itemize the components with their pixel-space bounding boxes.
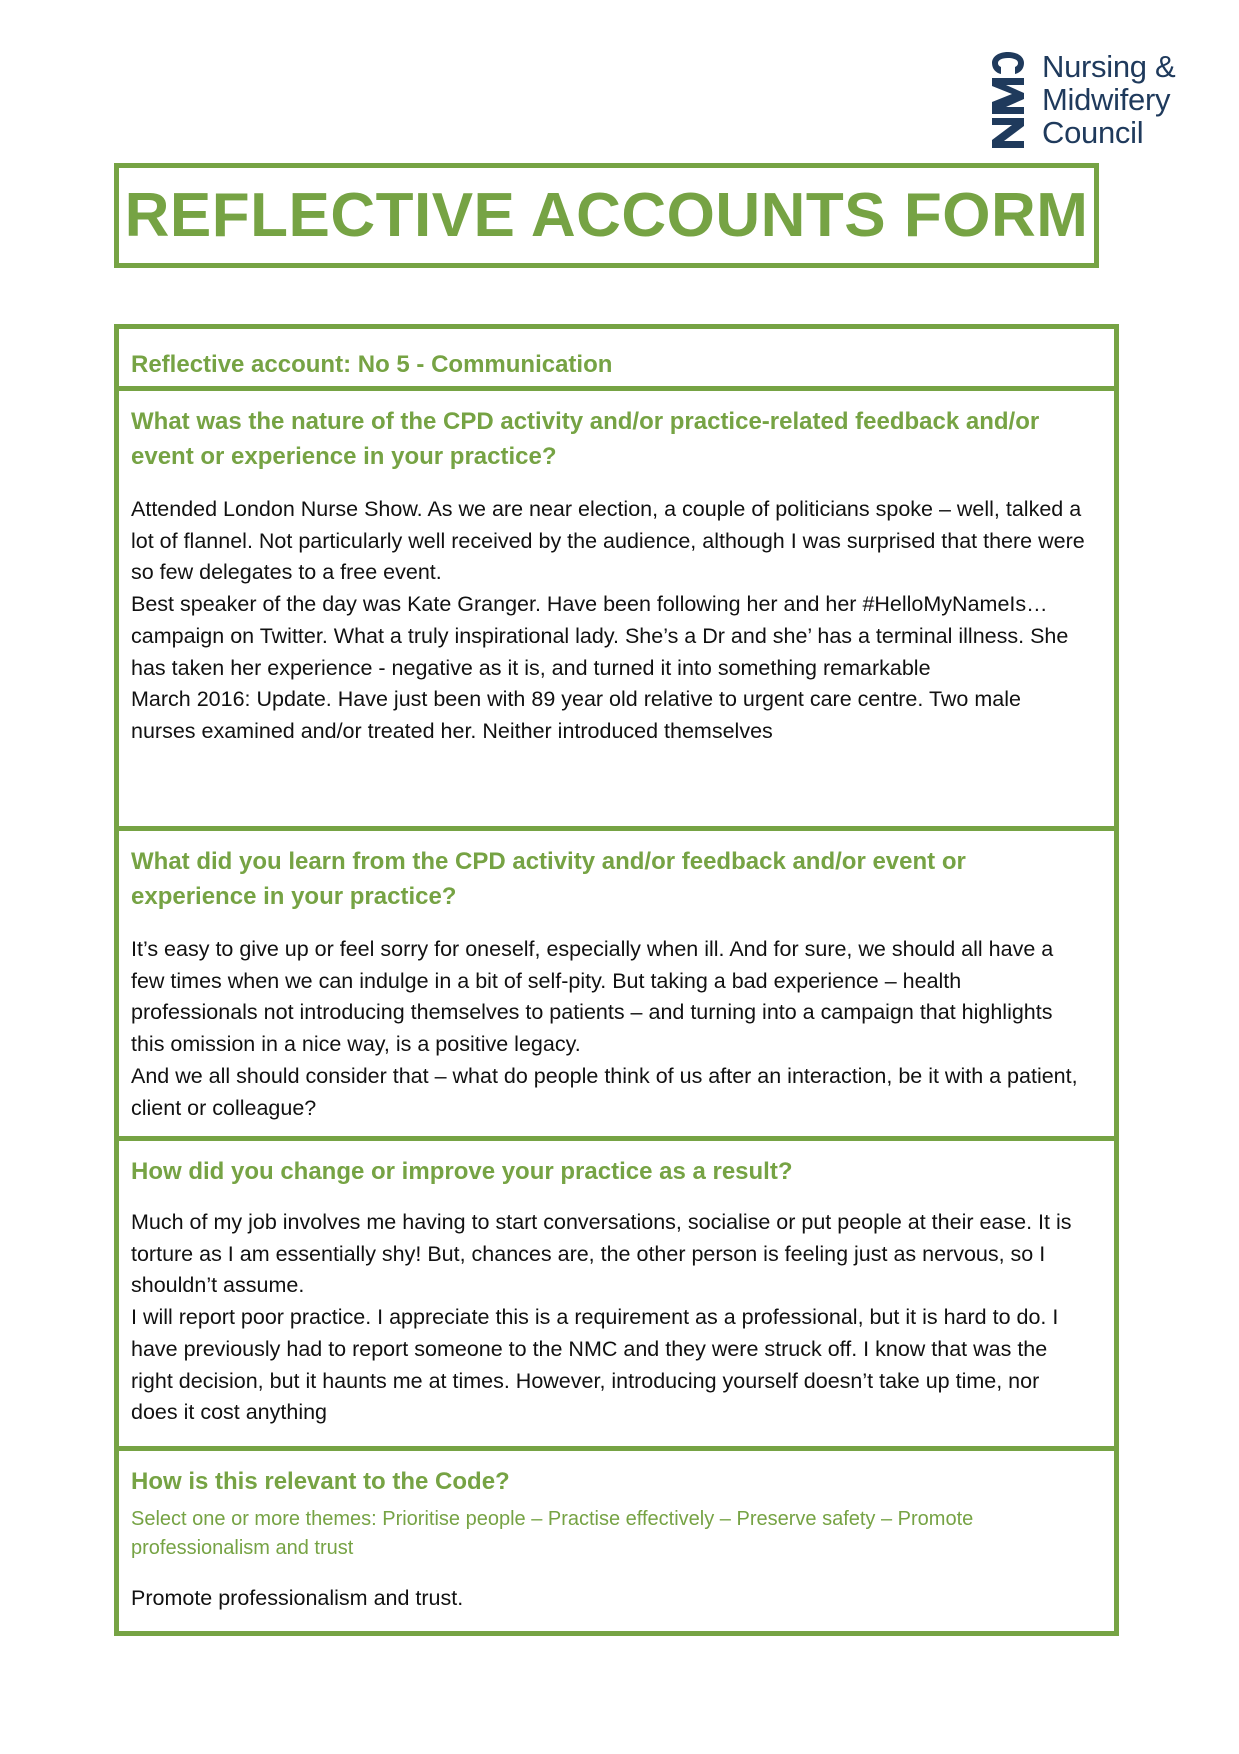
learn-paragraph: It’s easy to give up or feel sorry for oneself, especially when ill. And for sure, we should all have a few times when we can indulge in a bit of self-pity. But taking a bad experience – health professionals not introducing themselves to patients – and turning into a campaign that highlights this omission in a nice way, is a positive legacy.	[131, 937, 1054, 1057]
page-title: REFLECTIVE ACCOUNTS FORM	[124, 181, 1089, 250]
logo-line-3: Council	[1042, 115, 1144, 150]
nmc-logo	[990, 49, 1200, 152]
change-answer	[131, 1207, 1091, 1429]
change-paragraph: I will report poor practice. I appreciate this is a requirement as a professional, but it is hard to do. I have previously had to report someone to the NMC and they were struck off. I know that was the right decision, but it haunts me at times. However, introducing yourself doesn’t take up time, nor does it cost anything	[131, 1305, 1059, 1425]
nature-section	[119, 391, 1114, 831]
title-box	[114, 163, 1099, 268]
learn-paragraph: And we all should consider that – what do people think of us after an interaction, be it with a patient, client or colleague?	[131, 1063, 1078, 1120]
code-question: How is this relevant to the Code?	[131, 1468, 510, 1495]
nature-answer	[131, 494, 1091, 748]
learn-answer	[131, 934, 1091, 1124]
nature-paragraph: Best speaker of the day was Kate Granger. Have been following her and her #HelloMyNameIs… campaign on Twitter. What a truly inspirational lady. She’s a Dr and she’ has a terminal illness. She has taken her experience - negative as it is, and turned it into something remarkable	[131, 592, 1069, 680]
nature-question: What was the nature of the CPD activity and/or practice-related feedback and/or event or experience in your practice?	[131, 408, 1040, 470]
learn-question: What did you learn from the CPD activity and/or feedback and/or event or experience in your practice?	[131, 848, 966, 910]
reflective-account-form	[114, 324, 1119, 1636]
code-answer: Promote professionalism and trust.	[131, 1586, 464, 1610]
code-instruction: Select one or more themes: Prioritise people – Practise effectively – Preserve safety – Promote professionalism and trust	[131, 1508, 974, 1559]
change-section	[119, 1141, 1114, 1451]
account-header-section	[119, 329, 1114, 391]
code-section	[119, 1451, 1114, 1631]
nature-paragraph: March 2016: Update. Have just been with 89 year old relative to urgent care centre. Two male nurses examined and/or treated her. Neither introduced themselves	[131, 687, 1021, 743]
logo-line-1: Nursing &	[1042, 49, 1176, 84]
account-header: Reflective account: No 5 - Communication	[131, 351, 613, 378]
nmc-logo-mark-icon	[990, 52, 1026, 148]
change-paragraph: Much of my job involves me having to start conversations, socialise or put people at their ease. It is torture as I am essentially shy! But, chances are, the other person is feeling just as nervous, so I shouldn’t assume.	[131, 1210, 1072, 1298]
learn-section	[119, 831, 1114, 1141]
logo-line-2: Midwifery	[1042, 82, 1171, 117]
nature-paragraph: Attended London Nurse Show. As we are near election, a couple of politicians spoke – well, talked a lot of flannel. Not particularly well received by the audience, although I was surprised that there were so few delegates to a free event.	[131, 497, 1085, 585]
change-question: How did you change or improve your practice as a result?	[131, 1158, 793, 1185]
nmc-logo-text	[1042, 50, 1175, 149]
